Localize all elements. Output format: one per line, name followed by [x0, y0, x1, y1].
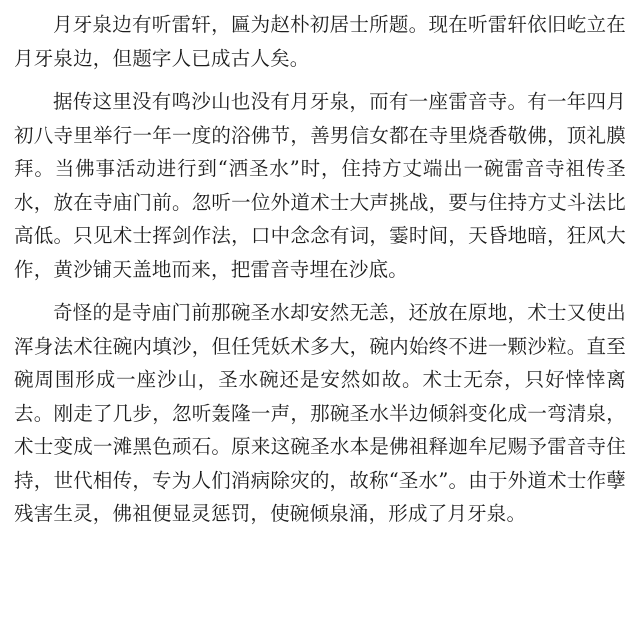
paragraph: 奇怪的是寺庙门前那碗圣水却安然无恙，还放在原地，术士又使出浑身法术往碗内填沙，但任凭妖术多大，碗内始终不进一颗沙粒。直至碗周围形成一座沙山，圣水碗还是安然如故。术士无奈，只好悻悻离去。刚走了几步，忽听轰隆一声，那碗圣水半边倾斜变化成一弯清泉，术士变成一滩黑色顽石。原来这碗圣水本是佛祖释迦牟尼赐予雷音寺住持，世代相传，专为人们消病除灾的，故称“圣水”。由于外道术士作孽残害生灵，佛祖便显灵惩罚，使碗倾泉涌，形成了月牙泉。: [14, 301, 626, 525]
paragraph: 月牙泉边有听雷轩，匾为赵朴初居士所题。现在听雷轩依旧屹立在月牙泉边，但题字人已成古人矣。: [14, 13, 626, 70]
paragraph: 据传这里没有鸣沙山也没有月牙泉，而有一座雷音寺。有一年四月初八寺里举行一年一度的浴佛节，善男信女都在寺里烧香敬佛，顶礼膜拜。当佛事活动进行到“洒圣水”时，住持方丈端出一碗雷音寺祖传圣水，放在寺庙门前。忽听一位外道术士大声挑战，要与住持方丈斗法比高低。只见术士挥剑作法，口中念念有词，霎时间，天昏地暗，狂风大作，黄沙铺天盖地而来，把雷音寺埋在沙底。: [14, 90, 626, 281]
